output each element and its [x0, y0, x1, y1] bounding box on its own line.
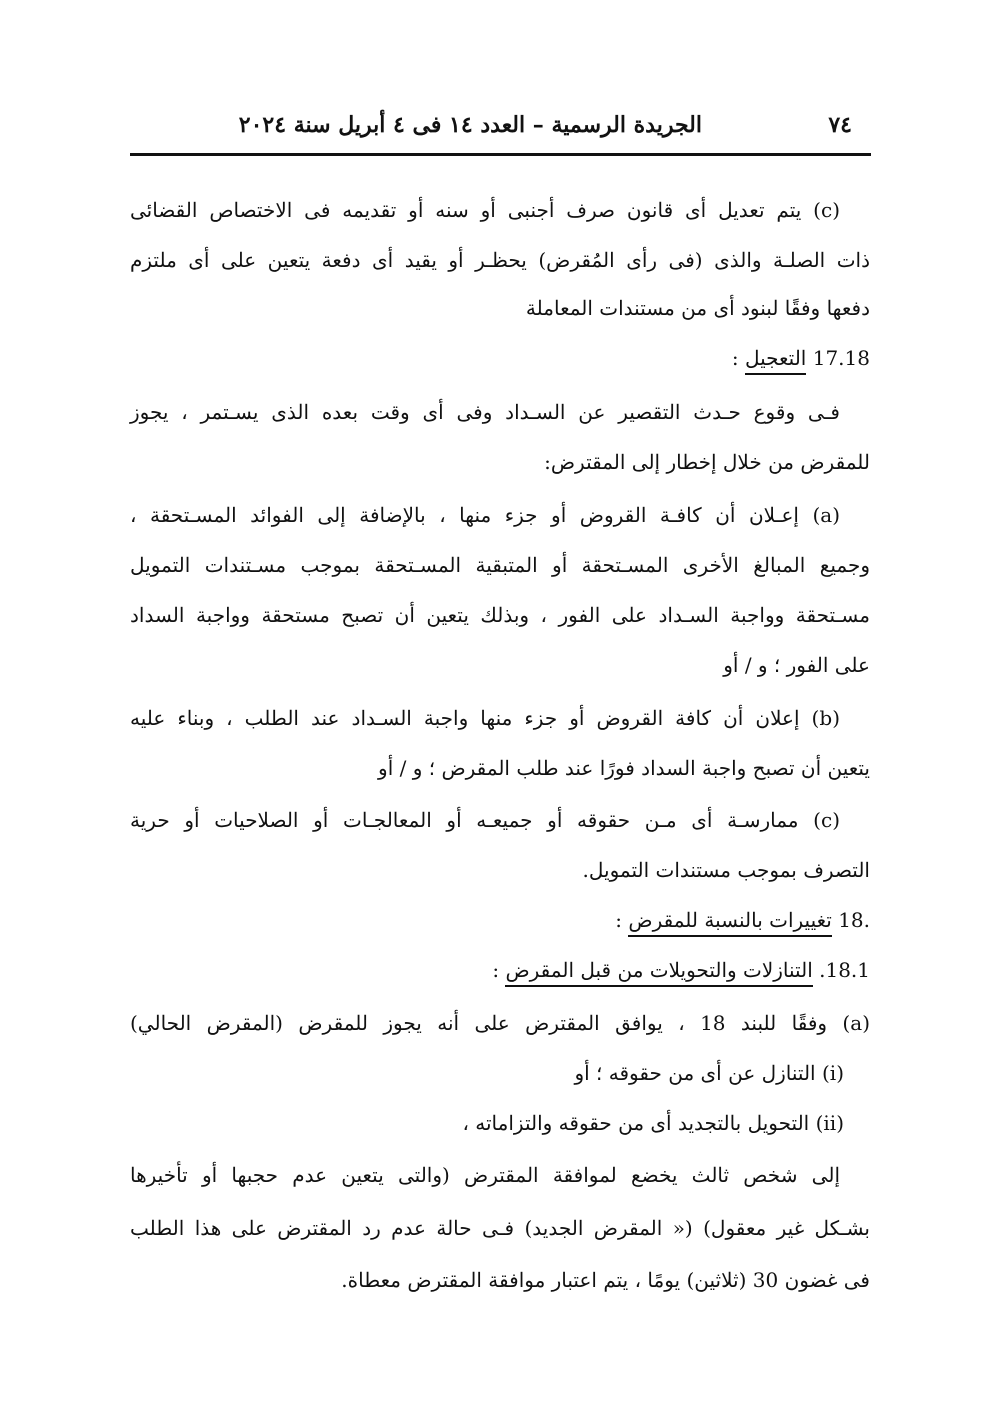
- text-line: (c) ممارسـة أى مـن حقوقه أو جميعـه أو المعالجـات أو الصلاحيات أو حرية: [130, 808, 840, 832]
- page-number: ٧٤: [828, 112, 852, 138]
- section-title: التنازلات والتحويلات من قبل المقرض: [505, 958, 812, 987]
- text-line: (ii) التحويل بالتجديد أى من حقوقه والتزاماته ،: [462, 1111, 844, 1135]
- text-line: (i) التنازل عن أى من حقوقه ؛ أو: [574, 1061, 844, 1085]
- colon: :: [731, 346, 739, 370]
- gazette-title: الجريدة الرسمية – العدد ١٤ فى ٤ أبريل سنة ٢٠٢٤: [238, 112, 702, 138]
- colon: :: [492, 958, 500, 982]
- section-title: تغييرات بالنسبة للمقرض: [628, 908, 831, 937]
- section-heading-17-18: [130, 343, 870, 373]
- section-number: .18: [838, 908, 870, 932]
- text-line: إلى شخص ثالث يخضع لموافقة المقترض (والتى يتعين عدم حجبها أو تأخيرها: [130, 1163, 840, 1187]
- header-rule: [130, 153, 871, 156]
- text-line: فى غضون 30 (ثلاثين) يومًا ، يتم اعتبار موافقة المقترض معطاة.: [341, 1268, 870, 1292]
- section-number: 17.18: [812, 346, 870, 370]
- text-line: وجميع المبالغ الأخرى المسـتحقة أو المتبقية المسـتحقة بموجب مسـتندات التمويل: [130, 553, 870, 577]
- section-number: 18.1.: [819, 958, 870, 982]
- colon: :: [615, 908, 623, 932]
- text-line: (a) وفقًا للبند 18 ، يوافق المقترض على أنه يجوز للمقرض (المقرض الحالي): [130, 1011, 870, 1035]
- section-heading-18: [130, 905, 870, 935]
- section-heading-18-1: [130, 955, 870, 985]
- text-line: يتعين أن تصبح واجبة السداد فورًا عند طلب المقرض ؛ و / أو: [378, 756, 870, 780]
- text-line: فـى وقوع حـدث التقصير عن السـداد وفى أى وقت بعده الذى يسـتمر ، يجوز: [130, 400, 840, 424]
- text-line: دفعها وفقًا لبنود أى من مستندات المعاملة: [525, 296, 870, 320]
- text-line: على الفور ؛ و / أو: [723, 653, 870, 677]
- text-line: ذات الصلـة والذى (فى رأى المُقرض) يحظـر أو يقيد أى دفعة يتعين على أى ملتزم: [130, 248, 870, 272]
- text-line: مسـتحقة وواجبة السـداد على الفور ، وبذلك يتعين أن تصبح مستحقة وواجبة السداد: [130, 603, 870, 627]
- text-line: للمقرض من خلال إخطار إلى المقترض:: [544, 450, 870, 474]
- text-line: (b) إعلان أن كافة القروض أو جزء منها واجبة السـداد عند الطلب ، وبناء عليه: [130, 706, 840, 730]
- section-title: التعجيل: [745, 346, 806, 375]
- text-line: (a) إعـلان أن كافـة القروض أو جزء منها ، بالإضافة إلى الفوائد المسـتحقة ،: [130, 503, 840, 527]
- text-line: التصرف بموجب مستندات التمويل.: [582, 858, 870, 882]
- text-line: بشـكل غير معقول) (« المقرض الجديد) فـى حالة عدم رد المقترض على هذا الطلب: [130, 1216, 870, 1240]
- text-line: (c) يتم تعديل أى قانون صرف أجنبى أو سنه أو تقديمه فى الاختصاص القضائى: [130, 198, 840, 222]
